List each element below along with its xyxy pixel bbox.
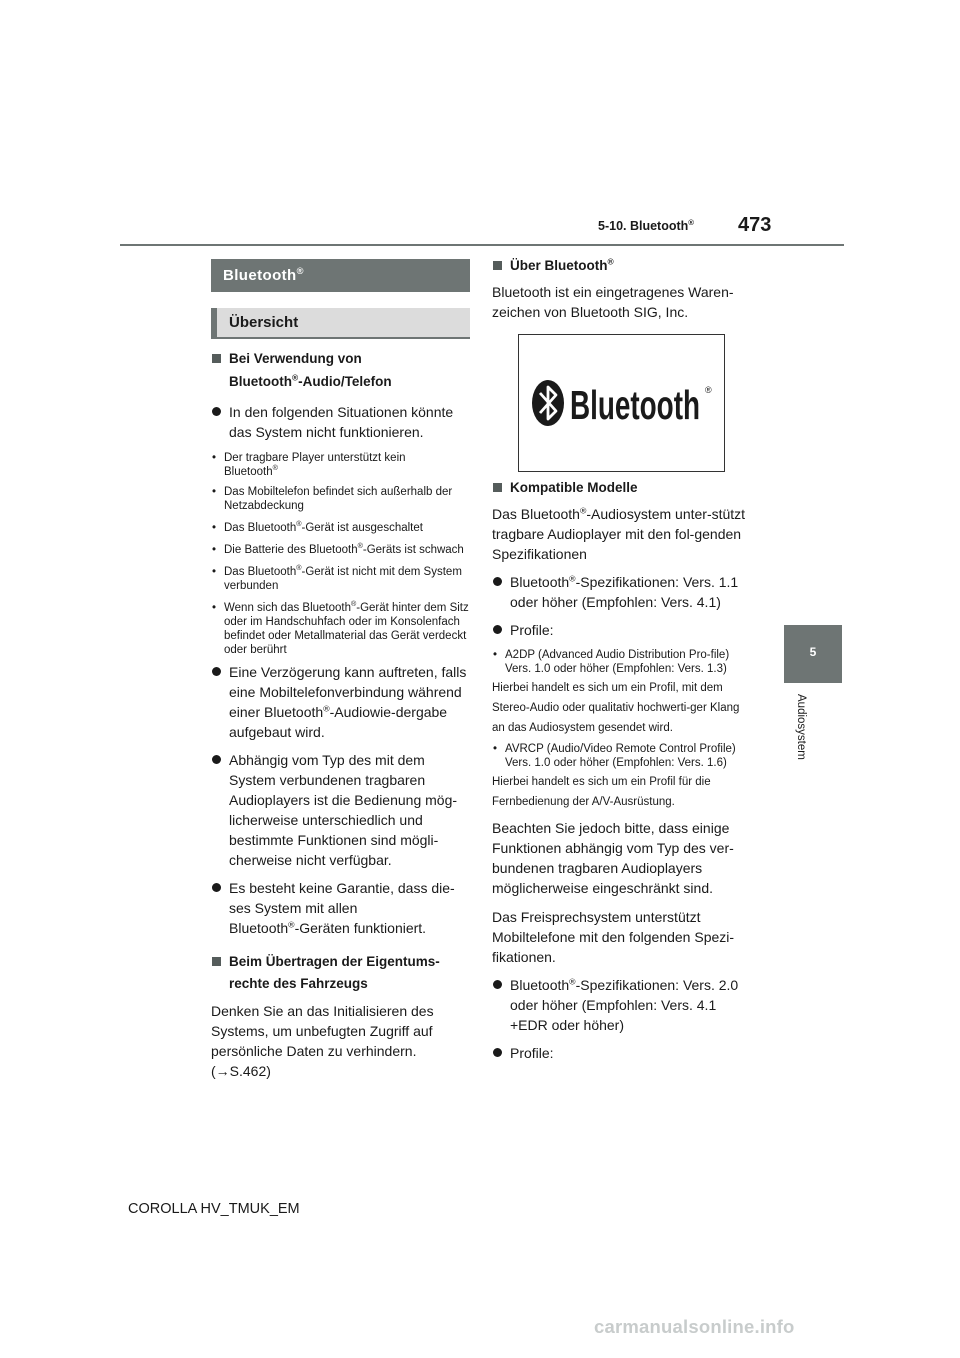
bullet-text: Bluetooth	[510, 977, 570, 993]
registered-mark: ®	[569, 976, 576, 987]
section-title	[598, 219, 694, 233]
registered-mark: ®	[296, 564, 302, 573]
bluetooth-logo	[531, 379, 713, 427]
subheading-compatible	[492, 477, 752, 499]
subheading-line: Bei Verwendung von	[229, 351, 362, 366]
bullet-item	[492, 1043, 752, 1063]
bullet-dot-icon	[493, 1048, 502, 1057]
subsection-banner: Übersicht	[211, 308, 470, 339]
bullet-text: Eine Verzögerung kann auftreten, falls eine Mobiltelefonverbindung während einer Bluetooth	[229, 664, 467, 720]
sub-bullet-text: -Gerät ist ausgeschaltet	[301, 522, 423, 534]
sub-bullet	[211, 601, 470, 657]
sub-bullet-text: Das Mobiltelefon befindet sich außerhalb der Netzabdeckung	[224, 486, 453, 512]
paragraph	[211, 1001, 470, 1081]
left-column	[211, 259, 470, 1081]
sub-bullet	[211, 521, 470, 535]
sub-bullet-dot-icon: •	[493, 649, 498, 661]
sub-bullet-text: -Geräts ist schwach	[362, 544, 464, 556]
right-column	[492, 255, 752, 1063]
paragraph	[492, 504, 752, 564]
sub-bullet-text: A2DP (Advanced Audio Distribution Pro-file) Vers. 1.0 oder höher (Empfohlen: Vers. 1.3)	[505, 649, 730, 675]
page-reference-link[interactable]: (→S.462)	[211, 1063, 271, 1079]
bullet-dot-icon	[212, 667, 221, 676]
bluetooth-logo-box	[518, 334, 725, 472]
square-bullet-icon	[212, 957, 221, 966]
registered-mark: ®	[705, 385, 712, 395]
sub-bullet	[211, 485, 470, 513]
sub-bullet	[211, 543, 470, 557]
bullet-item	[211, 402, 470, 442]
registered-mark: ®	[607, 256, 614, 267]
registered-mark: ®	[688, 217, 695, 227]
bullet-dot-icon	[212, 755, 221, 764]
section-title-text: 5-10. Bluetooth	[598, 219, 689, 233]
header-rule	[120, 244, 844, 246]
sub-bullet-text: Wenn sich das Bluetooth	[224, 602, 352, 614]
registered-mark: ®	[357, 542, 363, 551]
bullet-text: -Audiowie-dergabe aufgebaut wird.	[229, 704, 448, 740]
square-bullet-icon	[212, 354, 221, 363]
sub-bullet-dot-icon: •	[493, 743, 498, 755]
paragraph-text: Denken Sie an das Initialisieren des Systems, um unbefugten Zugriff auf persönliche Daten zu verhindern.	[211, 1003, 434, 1059]
bluetooth-rune-icon	[532, 380, 564, 426]
sub-bullet-dot-icon: •	[212, 544, 217, 556]
subheading-line	[229, 371, 470, 393]
bullet-text: -Spezifikationen: Vers. 1.1 oder höher (Empfohlen: Vers. 4.1)	[510, 574, 739, 610]
bullet-dot-icon	[493, 625, 502, 634]
registered-mark: ®	[296, 266, 304, 276]
subheading-text: Beim Übertragen der Eigentums-rechte des Fahrzeugs	[229, 954, 440, 991]
watermark: carmanualsonline.info	[594, 1316, 795, 1337]
bullet-dot-icon	[493, 980, 502, 989]
footer-model-code: COROLLA HV_TMUK_EM	[128, 1201, 300, 1217]
bullet-item	[492, 975, 752, 1035]
bullet-dot-icon	[493, 577, 502, 586]
bullet-item	[211, 878, 470, 938]
sub-bullet-text: -Gerät hinter dem Sitz oder im Handschuhfach oder im Konsolenfach befindet oder Metallmaterial das Gerät verdeckt oder berührt	[224, 602, 469, 656]
subheading-usage	[211, 348, 470, 393]
bullet-text: -Spezifikationen: Vers. 2.0 oder höher (Empfohlen: Vers. 4.1 +EDR oder höher)	[510, 977, 739, 1033]
registered-mark: ®	[288, 919, 295, 930]
sub-bullet-dot-icon: •	[212, 602, 217, 614]
subheading-text: Kompatible Modelle	[510, 480, 638, 495]
registered-mark: ®	[351, 600, 357, 609]
registered-mark: ®	[272, 464, 278, 473]
subheading-text: -Audio/Telefon	[298, 374, 392, 389]
paragraph: Bluetooth ist ein eingetragenes Waren-zeichen von Bluetooth SIG, Inc.	[492, 284, 734, 320]
registered-mark: ®	[323, 703, 330, 714]
sub-bullet-text: AVRCP (Audio/Video Remote Control Profile) Vers. 1.0 oder höher (Empfohlen: Vers. 1.6)	[505, 743, 736, 769]
bullet-text: Abhängig vom Typ des mit dem System verbundenen tragbaren Audioplayers ist die Bedienung mög-licherweise unterschiedlich und bestimmte Funktionen sind mögli-cherweise nicht verfügbar.	[229, 752, 458, 868]
note-text: Hierbei handelt es sich um ein Profil für die Fernbedienung der A/V-Ausrüstung.	[492, 776, 711, 808]
chapter-number: 5	[809, 645, 817, 659]
subheading-text: Über Bluetooth	[510, 258, 608, 273]
bullet-dot-icon	[212, 407, 221, 416]
bullet-text: -Geräten funktioniert.	[294, 920, 427, 936]
bullet-text: Bluetooth	[510, 574, 570, 590]
sub-bullet-text: Bluetooth	[224, 466, 273, 478]
sub-bullet-dot-icon: •	[212, 566, 217, 578]
banner-title: Bluetooth	[223, 267, 297, 284]
sub-bullet-text: -Gerät ist nicht mit dem System verbunden	[224, 566, 462, 592]
square-bullet-icon	[493, 261, 502, 270]
section-banner	[211, 259, 470, 292]
sub-bullet-dot-icon: •	[212, 452, 217, 464]
bullet-text: Profile:	[510, 1045, 554, 1061]
subheading-text: Bluetooth	[229, 374, 292, 389]
paragraph: Beachten Sie jedoch bitte, dass einige Funktionen abhängig vom Typ des ver-bundenen tragbaren Audioplayers möglicherweise eingeschränkt sind.	[492, 820, 734, 896]
chapter-tab[interactable]	[784, 625, 842, 683]
paragraph: Das Freisprechsystem unterstützt Mobiltelefone mit den folgenden Spezi-fikationen.	[492, 909, 735, 965]
sub-bullet-text: Das Bluetooth	[224, 566, 297, 578]
bullet-dot-icon	[212, 883, 221, 892]
sub-bullet	[492, 648, 752, 676]
sub-bullet	[211, 451, 470, 479]
bullet-text: Profile:	[510, 622, 554, 638]
sub-bullet-text: Der tragbare Player unterstützt kein	[224, 452, 406, 464]
subheading-about	[492, 255, 752, 277]
bullet-item	[492, 572, 752, 612]
paragraph-text: -Audiosystem unter-stützt tragbare Audioplayer mit den fol-genden Spezifikationen	[492, 506, 746, 562]
sub-bullet-text: Die Batterie des Bluetooth	[224, 544, 358, 556]
chapter-name: Audiosystem	[795, 694, 807, 760]
bullet-text: Es besteht keine Garantie, dass die-ses System mit allen	[229, 880, 455, 916]
sub-bullet-text: Das Bluetooth	[224, 522, 297, 534]
square-bullet-icon	[493, 483, 502, 492]
page-number: 473	[738, 214, 772, 236]
bullet-text: Bluetooth	[229, 920, 289, 936]
bluetooth-wordmark: Bluetooth	[570, 382, 700, 427]
note-text: Hierbei handelt es sich um ein Profil, mit dem Stereo-Audio oder qualitativ hochwerti-ger Klang an das Audiosystem gesendet wird.	[492, 682, 740, 734]
registered-mark: ®	[292, 372, 299, 383]
bullet-item	[211, 662, 470, 742]
bullet-item	[211, 750, 470, 870]
registered-mark: ®	[569, 573, 576, 584]
sub-bullet	[211, 565, 470, 593]
paragraph-text: Das Bluetooth	[492, 506, 580, 522]
sub-bullet-dot-icon: •	[212, 522, 217, 534]
bullet-text: In den folgenden Situationen könnte das System nicht funktionieren.	[229, 404, 454, 440]
registered-mark: ®	[296, 520, 302, 529]
bullet-item	[492, 620, 752, 640]
sub-bullet	[492, 742, 752, 770]
sub-bullet-dot-icon: •	[212, 486, 217, 498]
registered-mark: ®	[579, 505, 587, 516]
subheading-ownership	[211, 951, 470, 995]
